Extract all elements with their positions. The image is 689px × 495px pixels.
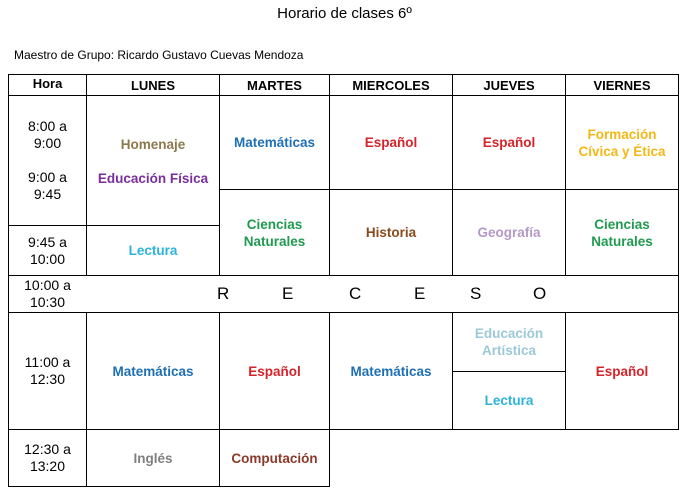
recess-letter: E [414, 284, 426, 303]
subject-line: Cívica y Ética [578, 143, 666, 159]
header-hora: Hora [32, 75, 63, 91]
subject-homenaje: Homenaje [120, 136, 186, 152]
time-label: 13:20 [29, 458, 66, 474]
recess-letter: E [282, 284, 294, 303]
subject-line: Artística [481, 343, 537, 358]
time-label: 9:45 a [28, 233, 67, 250]
subject-espanol: Español [364, 135, 418, 150]
time-cell-5 [9, 430, 86, 486]
subject-espanol: Español [248, 363, 301, 379]
subject-lectura: Lectura [128, 243, 178, 258]
time-label: 12:30 [29, 371, 66, 387]
subject-espanol: Español [595, 363, 649, 379]
subject-educacion-artistica [453, 313, 565, 371]
time-cell-2 [9, 226, 86, 275]
header-miercoles: MIERCOLES [352, 77, 430, 93]
recess-letter: O [533, 284, 547, 303]
subject-line: Ciencias [246, 216, 303, 232]
subject-ingles: Inglés [133, 450, 173, 466]
teacher-label: Maestro de Grupo: Ricardo Gustavo Cuevas Mendoza [14, 48, 304, 62]
time-label: 9:00 a [28, 169, 67, 185]
header-jueves: JUEVES [483, 77, 535, 93]
time-label: 10:00 a [24, 277, 71, 293]
recess-letter: C [349, 284, 362, 303]
header-martes: MARTES [247, 77, 302, 93]
subject-line: Naturales [243, 233, 306, 249]
subject-line: Formación [587, 126, 657, 142]
subject-line: Ciencias [594, 216, 650, 232]
header-viernes: VIERNES [593, 77, 651, 93]
subject-computacion: Computación [231, 450, 318, 466]
subject-formacion-civica-etica [566, 96, 678, 189]
header-lunes: LUNES [130, 77, 176, 93]
time-label: 9:45 [33, 186, 62, 202]
time-label: 8:00 a [28, 118, 67, 134]
recess-row [86, 276, 678, 312]
time-label: 10:00 [29, 250, 66, 267]
subject-lectura: Lectura [484, 393, 534, 408]
time-cell-3 [9, 276, 86, 312]
subject-ciencias-naturales [566, 190, 678, 275]
subject-historia: Historia [365, 225, 417, 240]
time-cell-1 [9, 96, 86, 225]
subject-matematicas: Matemáticas [350, 363, 432, 379]
time-label: 9:00 [33, 135, 62, 151]
subject-ciencias-naturales [220, 190, 329, 275]
subject-espanol: Español [482, 135, 536, 150]
recess-letter: R [217, 284, 230, 303]
page-title: Horario de clases 6º [277, 5, 412, 22]
subject-line: Naturales [591, 233, 653, 249]
subject-matematicas: Matemáticas [112, 363, 194, 379]
time-label: 10:30 [29, 294, 66, 310]
subject-geografia: Geografía [477, 225, 541, 240]
subject-matematicas: Matemáticas [233, 135, 316, 150]
recess-letter: S [470, 284, 482, 303]
time-label: 11:00 a [24, 354, 71, 370]
time-cell-4 [9, 313, 86, 429]
subject-educacion-fisica: Educación Física [97, 170, 209, 186]
time-label: 12:30 a [24, 441, 71, 457]
subject-line: Educación [474, 326, 544, 341]
